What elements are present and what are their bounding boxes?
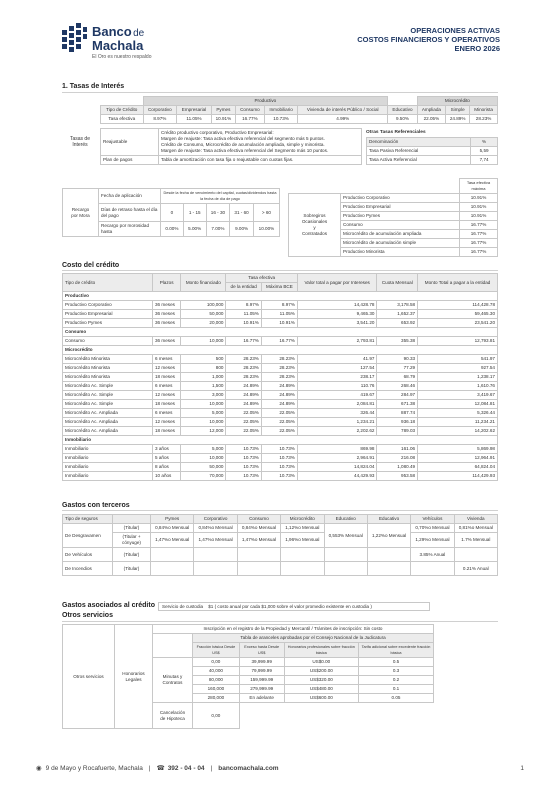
table-row xyxy=(63,436,498,445)
table-cell: 44,429.93 xyxy=(297,472,377,481)
table-cell: Inmobiliario xyxy=(63,472,153,481)
table-cell: 114,429.93 xyxy=(418,472,498,481)
table-cell: 6 meses xyxy=(153,355,181,364)
table-row xyxy=(63,328,498,337)
table-cell: 114,428.78 xyxy=(418,301,498,310)
table-cell: Productivo Pymes xyxy=(63,319,153,328)
table-cell: 6 meses xyxy=(153,409,181,418)
table-cell: Inmobiliario xyxy=(63,445,153,454)
table-cell: 1,238.17 xyxy=(418,373,498,382)
table-cell: 12 meses xyxy=(153,391,181,400)
seguros-table: Tipo de seguros Pymes Corporativo Consumo Microcrédito Educativo Educativo Vehículos Vivienda De Desgravamen (Titular) 0,84%o Mensual 0,84%o Mensual 0,84%o Mensual 1,12%o Mensual 0,553% Mensual 1,22%o Mensual 0,70%o Mensual 0,81%o Mensual (Titular + cónyuge) 1,47%o Mensual 1,47%o Mensual 1,47%o Mensual 1,96%o Mensual 1,29%o Mensual 1.7% Mensual De Vehículos (Titular) 3.85% Anual De Incendios (Titular) 0.21% Anual xyxy=(62,514,498,576)
table-cell: 8.97% xyxy=(261,301,297,310)
table-cell: 70,000 xyxy=(181,472,226,481)
table-row xyxy=(63,364,498,373)
table-cell: Inmobiliario xyxy=(63,454,153,463)
table-cell: 10.73% xyxy=(261,454,297,463)
table-cell: 24.89% xyxy=(261,400,297,409)
table-cell: 10.73% xyxy=(226,454,261,463)
table-cell: Microcrédito Ac. Ampliada xyxy=(63,427,153,436)
table-cell: 10.73% xyxy=(226,472,261,481)
table-cell: 11,234.21 xyxy=(418,418,498,427)
location-icon: ◉ xyxy=(36,765,42,772)
costo-title: Costo del crédito xyxy=(62,262,120,269)
table-cell: 10.73% xyxy=(226,445,261,454)
table-cell: Microcrédito Ac. Simple xyxy=(63,400,153,409)
table-cell: 16.77% xyxy=(226,337,261,346)
table-cell: 24.89% xyxy=(226,382,261,391)
table-cell: Microcrédito Minorista xyxy=(63,373,153,382)
table-cell: 936.18 xyxy=(377,418,418,427)
group-header: Microcrédito xyxy=(63,346,498,355)
table-cell: 12,000 xyxy=(181,427,226,436)
tasas-side-label: Tasas de Interés xyxy=(69,136,90,148)
table-cell: 64,824.04 xyxy=(418,463,498,472)
table-cell: 90.33 xyxy=(377,355,418,364)
table-cell: 16.77% xyxy=(261,337,297,346)
table-cell: 8 años xyxy=(153,463,181,472)
table-cell: 68.79 xyxy=(377,373,418,382)
table-cell: Productivo Corporativo xyxy=(63,301,153,310)
table-row xyxy=(63,346,498,355)
table-cell: 1,500 xyxy=(181,382,226,391)
footer-web-link[interactable]: bancomachala.com xyxy=(218,764,279,772)
table-cell: 1,080.49 xyxy=(377,463,418,472)
table-cell: 5 años xyxy=(153,454,181,463)
table-cell: 3 años xyxy=(153,445,181,454)
seguros-title: Gastos con terceros xyxy=(62,502,130,509)
table-row xyxy=(63,409,498,418)
table-cell: 36 meses xyxy=(153,301,181,310)
table-row xyxy=(63,454,498,463)
table-cell: 36 meses xyxy=(153,319,181,328)
table-row xyxy=(63,472,498,481)
bank-logo xyxy=(60,22,88,54)
table-cell: 10.73% xyxy=(226,463,261,472)
table-cell: 28.23% xyxy=(226,373,261,382)
table-cell: 3,000 xyxy=(181,391,226,400)
table-cell: Microcrédito Minorista xyxy=(63,355,153,364)
phone-icon: ☎ xyxy=(156,765,165,772)
group-header: Productivo xyxy=(63,292,498,301)
table-cell: 28.23% xyxy=(261,373,297,382)
otros-table: Otros servicios Honorarios Legales Inscripción en el registro de la Propiedad y Mercantil / Trámites de inscripción: Sin costo Tabla de aranceles aprobadas por el Consejo Nacional de la Judicatura Fracción básica Desde US$ Exceso hasta Desde US$ Honorarios profesionales sobre fracción básica Tarifa adicional sobre excedente fracción básica Minutas y Contratos 0,00 39,999.99 US$0.00 0.5 40,000 79,999.99 US$200.00 0.3 80,000 159,999.99 US$320.00 0.2 160,000 279,999.99 US$480.00 0.1 280,000 En adelante US$600.00 0.05 Cancelación de Hipoteca 0,00 xyxy=(62,624,434,729)
footer xyxy=(36,764,524,772)
table-cell: 238.17 xyxy=(297,373,377,382)
table-cell: 10.73% xyxy=(261,472,297,481)
table-cell: 23,541.20 xyxy=(418,319,498,328)
table-cell: 789.03 xyxy=(377,427,418,436)
table-cell: 10.73% xyxy=(261,445,297,454)
table-row xyxy=(63,445,498,454)
table-cell: 2,793.81 xyxy=(297,337,377,346)
table-cell: 18 meses xyxy=(153,400,181,409)
table-cell: Consumo xyxy=(63,337,153,346)
table-row xyxy=(63,391,498,400)
table-cell: 284.97 xyxy=(377,391,418,400)
tasas-table: Productivo Microcrédito Tipo de Crédito Corporativo Empresarial Pymes Consumo Inmobiliario Vivienda de interés Público / Social Educativo Ampliada Simple Minorista Tasa efectiva 8.97% 11.05% 10.91% 16.77% 10.73% 4.99% 9.50% 22.05% 24.89% 28.23% xyxy=(100,96,498,124)
table-cell: 10,000 xyxy=(181,418,226,427)
table-cell: 5,326.44 xyxy=(418,409,498,418)
table-cell: 41.97 xyxy=(297,355,377,364)
table-cell: 5,000 xyxy=(181,409,226,418)
table-cell: 6 meses xyxy=(153,382,181,391)
gastos-asociados-title: Gastos asociados al crédito xyxy=(62,602,155,609)
table-cell: 12,084.81 xyxy=(418,400,498,409)
table-cell: 953.58 xyxy=(377,472,418,481)
table-cell: 12,964.91 xyxy=(418,454,498,463)
table-row xyxy=(63,382,498,391)
table-cell: 24.89% xyxy=(261,382,297,391)
table-cell: 36 meses xyxy=(153,310,181,319)
table-cell: 28.23% xyxy=(226,355,261,364)
table-cell: 800 xyxy=(181,364,226,373)
reajuste-table: Reajustable Crédito productivo corporativo, Productivo Empresarial: Margen de reajuste: Tasa activa efectiva referencial del segmento más 5 puntos. Crédito de Consumo, Microcrédito de acumulación ampliada, simple y minorista. Margen de reajuste: Tasa activa efectiva referencial del Segmento más 10 puntos. Plan de pagos Tabla de amortización con tasa fija o reajustable con cuotas fijas. xyxy=(100,128,362,165)
doc-title: OPERACIONES ACTIVAS COSTOS FINANCIEROS Y OPERATIVOS ENERO 2026 xyxy=(357,26,500,53)
table-cell: 5,000 xyxy=(181,445,226,454)
table-cell: 8.97% xyxy=(226,301,261,310)
table-cell: 28.23% xyxy=(226,364,261,373)
otros-title: Otros servicios xyxy=(62,612,113,619)
table-cell: 10,000 xyxy=(181,400,226,409)
table-row xyxy=(63,427,498,436)
table-cell: 20,000 xyxy=(181,319,226,328)
sobregiros-table: Tasa efectiva máxima Sobregiros Ocasionales y Contratados Productivo Corporativo 10.91% Productivo Empresarial 10.91% Productivo Pymes 10.91% Consumo 16.77% Microcrédito de acumulación ampliada 16.77% Microcrédito de acumulación simple 16.77% Productivo Minorista 16.77% xyxy=(288,178,498,257)
table-cell: 2,964.91 xyxy=(297,454,377,463)
table-cell: 59,465.30 xyxy=(418,310,498,319)
table-cell: 24.89% xyxy=(226,391,261,400)
table-cell: Microcrédito Ac. Simple xyxy=(63,382,153,391)
custodia-row: Servicio de custodia $1 ( costo anual por cada $1,000 sobre el valor promedio existente en custodia ) xyxy=(158,602,430,611)
table-cell: 22.05% xyxy=(226,409,261,418)
table-cell: 28.23% xyxy=(261,364,297,373)
table-cell: 10.91% xyxy=(226,319,261,328)
table-cell: 541.97 xyxy=(418,355,498,364)
table-cell: 500 xyxy=(181,355,226,364)
table-cell: 268.46 xyxy=(377,382,418,391)
table-cell: 22.05% xyxy=(261,418,297,427)
table-cell: 671.38 xyxy=(377,400,418,409)
table-cell: 419.67 xyxy=(297,391,377,400)
table-cell: 355.38 xyxy=(377,337,418,346)
table-cell: 100,000 xyxy=(181,301,226,310)
table-cell: 3,178.58 xyxy=(377,301,418,310)
ref-rates: Otras Tasas Referenciales Denominación % Tasa Pasiva Referencial 5,59 Tasa Activa Referencial 7,74 xyxy=(366,130,498,165)
table-cell: 24.89% xyxy=(261,391,297,400)
table-cell: Inmobiliario xyxy=(63,463,153,472)
table-cell: 2,084.81 xyxy=(297,400,377,409)
table-cell: 3,541.20 xyxy=(297,319,377,328)
table-cell: 28.23% xyxy=(261,355,297,364)
table-cell: 50,000 xyxy=(181,463,226,472)
table-cell: 12,793.81 xyxy=(418,337,498,346)
table-row xyxy=(63,310,498,319)
table-cell: 24.89% xyxy=(226,400,261,409)
table-cell: Microcrédito Minorista xyxy=(63,364,153,373)
table-cell: 22.05% xyxy=(226,418,261,427)
table-cell: 14,824.04 xyxy=(297,463,377,472)
table-cell: 110.76 xyxy=(297,382,377,391)
table-row xyxy=(63,337,498,346)
table-cell: 1,610.76 xyxy=(418,382,498,391)
footer-divider: | xyxy=(210,764,213,772)
table-cell: 18 meses xyxy=(153,427,181,436)
table-cell: 869.98 xyxy=(297,445,377,454)
table-cell: 11.05% xyxy=(226,310,261,319)
table-cell: 77.29 xyxy=(377,364,418,373)
table-cell: 22.05% xyxy=(261,409,297,418)
table-cell: 2,202.62 xyxy=(297,427,377,436)
mora-table: Recargo por Mora Fecha de aplicación Desde la fecha de vencimiento del capital, cuotas/dividendos hasta la fecha de día de pago Días de retraso hasta el día del pago 0 1 - 15 16 - 30 31 - 60 > 60 Recargo por morosidad hasta 0.00% 5.00% 7.00% 9.00% 10.00% xyxy=(62,188,280,237)
table-cell: 161.06 xyxy=(377,445,418,454)
bank-name: Banco de Machala xyxy=(92,24,145,53)
table-cell: 12 meses xyxy=(153,418,181,427)
table-row xyxy=(63,319,498,328)
table-cell: Microcrédito Ac. Ampliada xyxy=(63,409,153,418)
table-cell: 11.05% xyxy=(261,310,297,319)
table-row xyxy=(63,292,498,301)
table-cell: 14,202.62 xyxy=(418,427,498,436)
table-row xyxy=(63,373,498,382)
table-cell: 216.08 xyxy=(377,454,418,463)
table-cell: 10,000 xyxy=(181,337,226,346)
page-number: 1 xyxy=(520,764,524,772)
footer-address: 9 de Mayo y Rocafuerte, Machala xyxy=(45,764,143,772)
table-row xyxy=(63,400,498,409)
table-cell: 10.73% xyxy=(261,463,297,472)
table-cell: 1,000 xyxy=(181,373,226,382)
table-cell: 326.44 xyxy=(297,409,377,418)
group-header: Consumo xyxy=(63,328,498,337)
section-tasas-title: 1. Tasas de Interés xyxy=(62,83,125,90)
costo-table: Tipo de crédito Plazos Monto financiado Tasa efectiva Valor total a pagar por Intereses Cuota Mensual Monto Total a pagar a la entidad de la entidad Máxima BCE Productivo Productivo Corporativo 36 meses 100,000 8.97% 8.97% 14,428.78 3,178.58 114,428.78 Productivo Empresarial 36 meses 50,000 11.05% 11.05% 9,465.30 1,652.37 59,465.30 Productivo Pymes 36 meses 20,000 10.91% 10.91% 3,541.20 653.92 23,541.20 Consumo Consumo 36 meses 10,000 16.77% 16.77% 2,793.81 355.38 12,793.81 Microcrédito Microcrédito Minorista 6 meses 500 28.23% 28.23% 41.97 90.33 541.97 Microcrédito Minorista 12 meses 800 28.23% 28.23% 127.54 77.29 927.54 Microcrédito Minorista 18 meses 1,000 28.23% 28.23% 238.17 68.79 1,238.17 Microcrédito Ac. Simple 6 meses 1,500 24.89% 24.89% 110.76 268.46 1,610.76 Microcrédito Ac. Simple 12 meses 3,000 24.89% 24.89% 419.67 284.97 3,419.67 Microcrédito Ac. Simple 18 meses 10,000 24.89% 24.89% 2,084.81 671.38 12,084.81 Microcrédito Ac. Ampliada 6 meses 5,000 22.05% 22.05% 326.44 887.74 5,326.44 Microcrédito Ac. Ampliada 12 meses 10,000 22.05% 22.05% 1,234.21 936.18 11,234.21 Microcrédito Ac. Ampliada 18 meses 12,000 22.05% 22.05% 2,202.62 789.03 14,202.62 Inmobiliario Inmobiliario 3 años 5,000 10.73% 10.73% 869.98 161.06 5,869.98 Inmobiliario 5 años 10,000 10.73% 10.73% 2,964.91 216.08 12,964.91 Inmobiliario 8 años 50,000 10.73% 10.73% 14,824.04 1,080.49 64,824.04 Inmobiliario 10 años 70,000 10.73% 10.73% 44,429.93 953.58 114,429.93 xyxy=(62,273,498,481)
table-cell: Microcrédito Ac. Simple xyxy=(63,391,153,400)
table-cell: 12 meses xyxy=(153,364,181,373)
table-cell: 18 meses xyxy=(153,373,181,382)
tagline: El Oro es nuestro respaldo xyxy=(92,54,152,60)
table-cell: 10,000 xyxy=(181,454,226,463)
table-cell: 14,428.78 xyxy=(297,301,377,310)
table-cell: 1,652.37 xyxy=(377,310,418,319)
table-cell: 653.92 xyxy=(377,319,418,328)
table-cell: 3,419.67 xyxy=(418,391,498,400)
table-cell: 36 meses xyxy=(153,337,181,346)
table-cell: 22.05% xyxy=(261,427,297,436)
footer-phone: 392 - 04 - 04 xyxy=(167,764,205,772)
table-row xyxy=(63,301,498,310)
footer-divider: | xyxy=(148,764,151,772)
table-row xyxy=(63,418,498,427)
table-row xyxy=(63,355,498,364)
table-cell: 22.05% xyxy=(226,427,261,436)
group-header: Inmobiliario xyxy=(63,436,498,445)
table-cell: 50,000 xyxy=(181,310,226,319)
table-cell: 10.91% xyxy=(261,319,297,328)
table-cell: 10 años xyxy=(153,472,181,481)
table-cell: 927.54 xyxy=(418,364,498,373)
table-cell: 887.74 xyxy=(377,409,418,418)
table-cell: 5,869.98 xyxy=(418,445,498,454)
table-cell: Microcrédito Ac. Ampliada xyxy=(63,418,153,427)
table-cell: 1,234.21 xyxy=(297,418,377,427)
table-cell: Productivo Empresarial xyxy=(63,310,153,319)
table-row xyxy=(63,463,498,472)
table-cell: 127.54 xyxy=(297,364,377,373)
table-cell: 9,465.30 xyxy=(297,310,377,319)
